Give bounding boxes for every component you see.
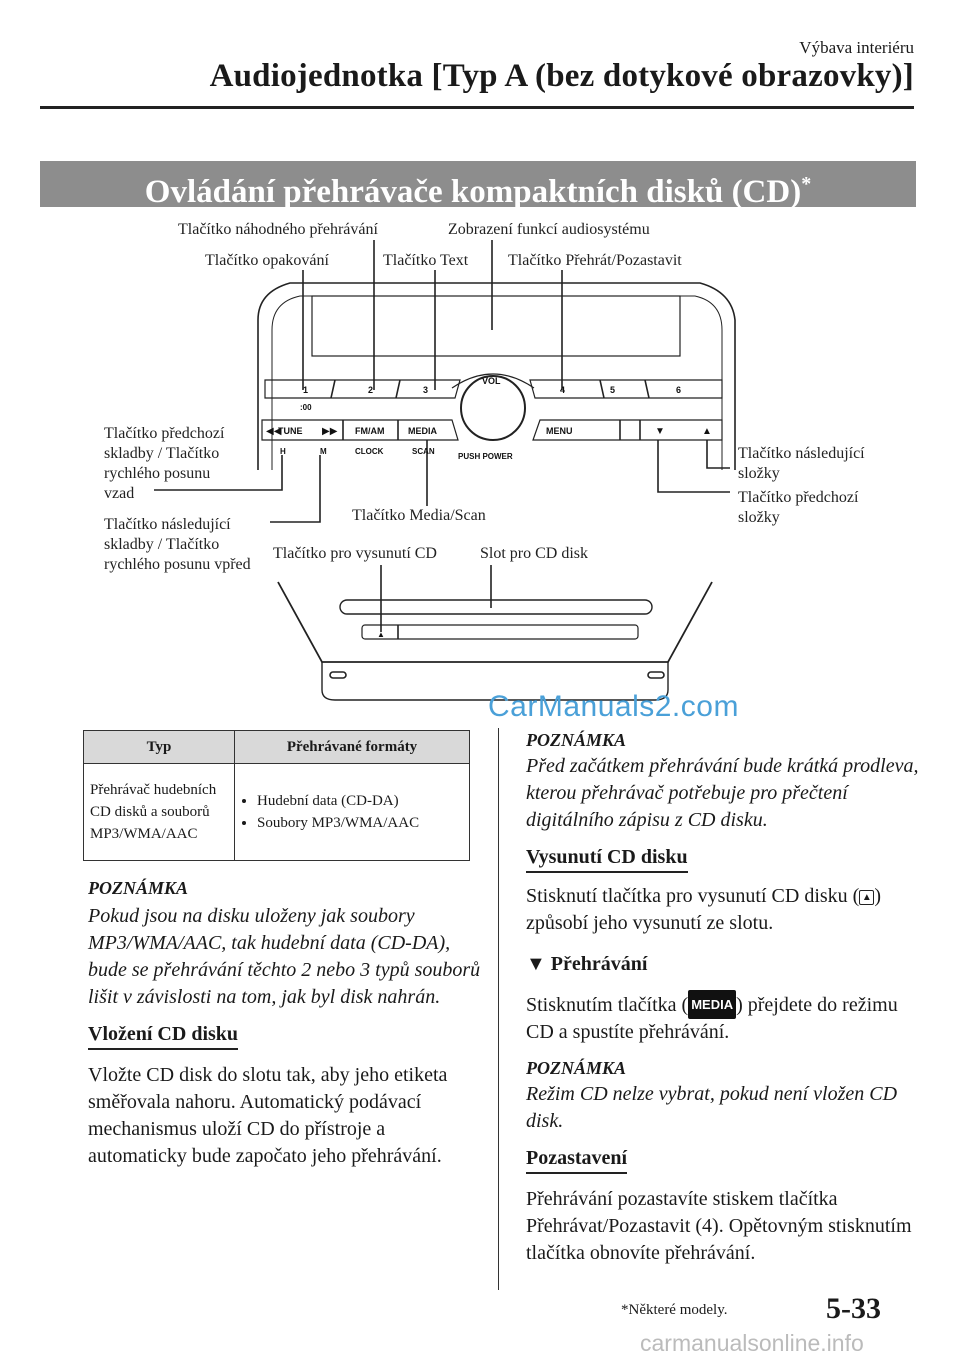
format-table xyxy=(83,730,470,861)
folder-down-icon: ▼ xyxy=(655,426,665,437)
triangle-down-icon: ▼ xyxy=(526,953,546,975)
push-power-caption: PUSH POWER xyxy=(458,452,513,461)
panel-captions xyxy=(278,376,681,461)
table-header-type: Typ xyxy=(84,731,235,764)
label-slot: Slot pro CD disk xyxy=(480,545,589,562)
label-playpause: Tlačítko Přehrát/Pozastavit xyxy=(508,252,682,269)
left-column xyxy=(88,878,483,1170)
label-random: Tlačítko náhodného přehrávání xyxy=(178,221,378,238)
preset-6: 6 xyxy=(676,385,682,395)
play-heading: ▼ Přehrávání xyxy=(526,953,648,975)
note-text: Pokud jsou na disku uloženy jak soubory MP3/WMA/AAC, tak hudební data (CD-DA), bude se přehrávání těchto 2 nebo 3 typů souborů lišit v závislosti na tom, jak byl disk nahrán. xyxy=(88,905,481,1008)
insert-text: Vložte CD disk do slotu tak, aby jeho etiketa směřovala nahoru. Automatický podávací mechanismus uloží CD do přístroje a automaticky bude započato jeho přehrávání. xyxy=(88,1064,448,1167)
page-title: Audiojednotka [Typ A (bez dotykové obrazovky)] xyxy=(209,58,914,94)
preset-2: 2 xyxy=(368,385,374,395)
table-header-formats: Přehrávané formáty xyxy=(235,731,470,764)
note2-text: Režim CD nelze vybrat, pokud není vložen CD disk. xyxy=(526,1083,898,1132)
label-display: Zobrazení funkcí audiosystému xyxy=(448,221,650,238)
section-name: Výbava interiéru xyxy=(799,38,914,57)
note-title: POZNÁMKA xyxy=(88,878,189,898)
folder-up-icon: ▲ xyxy=(702,426,712,437)
display-window xyxy=(312,296,680,356)
eject-icon: ▲ xyxy=(377,630,385,639)
fmam-caption: FM/AM xyxy=(355,426,385,436)
tune-caption: TUNE xyxy=(278,426,303,436)
source-watermark: carmanualsonline.info xyxy=(640,1330,864,1356)
label-eject: Tlačítko pro vysunutí CD xyxy=(273,545,437,562)
note2-title: POZNÁMKA xyxy=(526,1058,627,1078)
tray-outline xyxy=(278,582,712,662)
insert-heading: Vložení CD disku xyxy=(88,1023,238,1050)
table-cell-type: Přehrávač hudebních CD disků a souborů MP3/WMA/AAC xyxy=(84,764,235,861)
column-rule xyxy=(498,728,499,1290)
label-next-track: Tlačítko následující skladby / Tlačítko rychlého posunu vpřed xyxy=(104,516,251,573)
preset-3: 3 xyxy=(423,385,429,395)
prev-icon: ◀◀ xyxy=(266,426,282,437)
label-text: Tlačítko Text xyxy=(383,252,469,269)
eject-button-icon: ▲ xyxy=(859,890,874,905)
label-next-folder: Tlačítko následující složky xyxy=(738,445,865,482)
media-button-icon: MEDIA xyxy=(688,990,736,1019)
vol-caption: VOL xyxy=(482,376,501,386)
pause-heading: Pozastavení xyxy=(526,1147,627,1174)
format-item: • Hudební data (CD-DA) xyxy=(257,790,463,812)
eject-text: Stisknutí tlačítka pro vysunutí CD disku ( ▲ ) způsobí jeho vysunutí ze slotu. xyxy=(526,885,882,934)
preset-1: 1 xyxy=(303,385,309,395)
label-media-scan: Tlačítko Media/Scan xyxy=(352,507,486,524)
scan-caption: SCAN xyxy=(412,447,435,456)
time-caption: :00 xyxy=(300,403,312,412)
preset-5: 5 xyxy=(610,385,616,395)
banner-mark: * xyxy=(801,173,812,195)
eject-heading: Vysunutí CD disku xyxy=(526,846,688,873)
label-repeat: Tlačítko opakování xyxy=(205,252,329,269)
table-cell-formats xyxy=(235,764,470,861)
right-column xyxy=(526,730,921,1267)
next-icon: ▶▶ xyxy=(322,426,338,437)
label-prev-folder: Tlačítko předchozí složky xyxy=(738,489,859,526)
note1-text: Před začátkem přehrávání bude krátká prodleva, kterou přehrávač potřebuje pro přečtení digitálního zápisu z CD disku. xyxy=(526,755,919,831)
clock-caption: CLOCK xyxy=(355,447,384,456)
table-row xyxy=(84,764,470,861)
play-text: Stisknutím tlačítka ( MEDIA ) přejdete do režimu CD a spustíte přehrávání. xyxy=(526,990,921,1046)
footnote: *Některé modely. xyxy=(621,1302,728,1318)
m-caption: M xyxy=(320,447,327,456)
pause-text: Přehrávání pozastavíte stiskem tlačítka Přehrávat/Pozastavit (4). Opětovným stisknutím tlačítka obnovíte přehrávání. xyxy=(526,1188,912,1264)
media-caption: MEDIA xyxy=(408,426,437,436)
page-number: 5-33 xyxy=(826,1292,881,1325)
cd-slot xyxy=(340,600,652,614)
menu-caption: MENU xyxy=(546,426,573,436)
banner-title: Ovládání přehrávače kompaktních disků (CD) xyxy=(144,174,802,210)
label-prev-track: Tlačítko předchozí skladby / Tlačítko rychlého posunu vzad xyxy=(104,425,225,502)
watermark: CarManuals2.com xyxy=(488,690,739,723)
note1-title: POZNÁMKA xyxy=(526,730,627,750)
h-caption: H xyxy=(280,447,286,456)
preset-4: 4 xyxy=(560,385,566,395)
format-item: • Soubory MP3/WMA/AAC xyxy=(257,812,463,834)
